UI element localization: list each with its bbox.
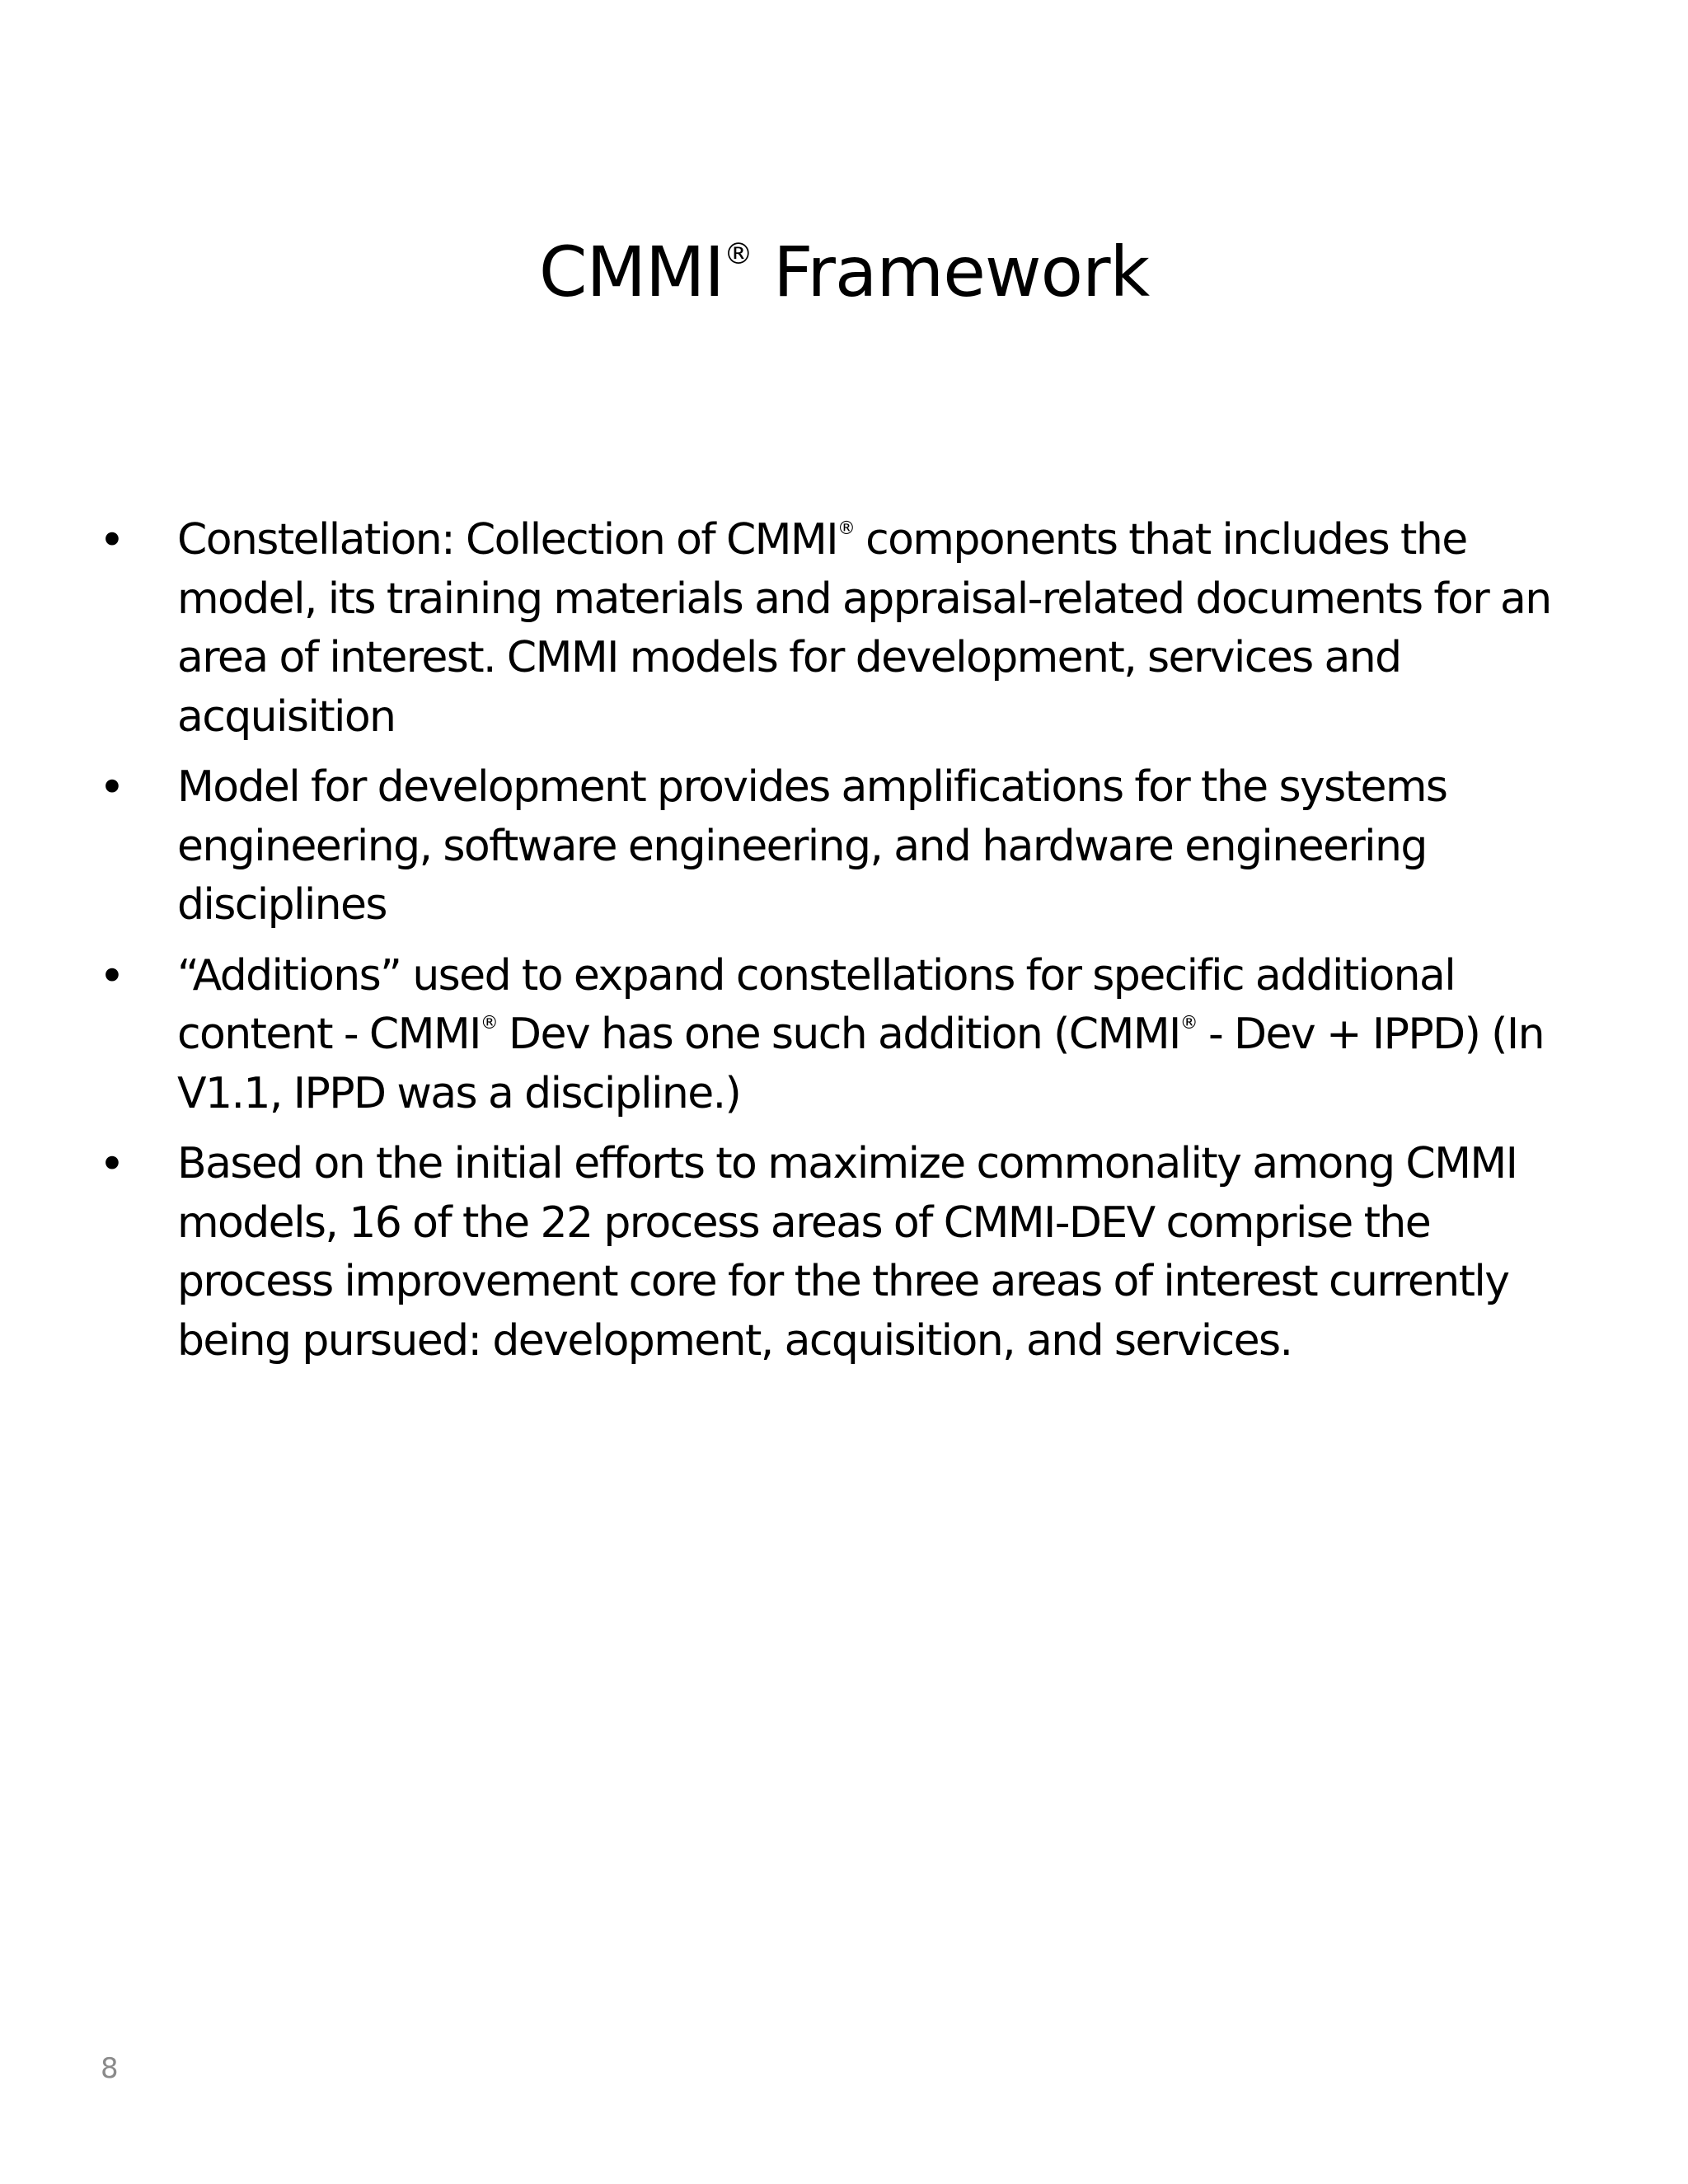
title-rest: Framework	[752, 232, 1150, 312]
bullet-text	[177, 758, 1582, 935]
registered-mark: ®	[480, 1012, 498, 1033]
bullet-icon: •	[99, 949, 125, 1002]
bullet-text-part: Constellation: Collection of CMMI	[177, 515, 837, 565]
registered-mark: ®	[724, 237, 753, 272]
page-number: 8	[101, 2052, 119, 2085]
slide-title	[0, 223, 1688, 321]
bullet-text	[177, 1135, 1582, 1371]
bullet-icon: •	[99, 1138, 125, 1190]
bullet-text-part: components that includes the model, its training materials and appraisal-related documents for an area of interest. CMMI models for development, services and acquisition	[177, 515, 1551, 742]
bullet-text-part: “Additions” used to expand constellations for specific additional content - CMMI	[177, 950, 1456, 1059]
bullet-text-part: Based on the initial efforts to maximize commonality among CMMI models, 16 of the 22 process areas of CMMI-DEV comprise the process improvement core for the three areas of interest currently being pursued: development, acquisition, and services.	[177, 1139, 1517, 1366]
bullet-text-part: Dev has one such addition (CMMI	[497, 1010, 1180, 1059]
bullet-item-constellation	[99, 511, 1582, 747]
bullet-text-part: Model for development provides amplifications for the systems engineering, software engineering, and hardware engineering disciplines	[177, 762, 1447, 930]
bullet-text	[177, 511, 1582, 747]
registered-mark: ®	[1179, 1012, 1198, 1033]
bullet-icon: •	[99, 514, 125, 566]
bullet-icon: •	[99, 762, 125, 813]
registered-mark: ®	[837, 518, 855, 539]
bullet-item-additions	[99, 947, 1582, 1124]
title-main: CMMI	[538, 232, 724, 312]
bullet-text	[177, 947, 1582, 1124]
bullet-text-part: - Dev + IPPD) (In V1.1, IPPD was a discipline.)	[177, 1010, 1544, 1118]
bullet-item-development-model	[99, 758, 1582, 935]
bullet-list	[99, 511, 1582, 1382]
bullet-item-commonality	[99, 1135, 1582, 1371]
